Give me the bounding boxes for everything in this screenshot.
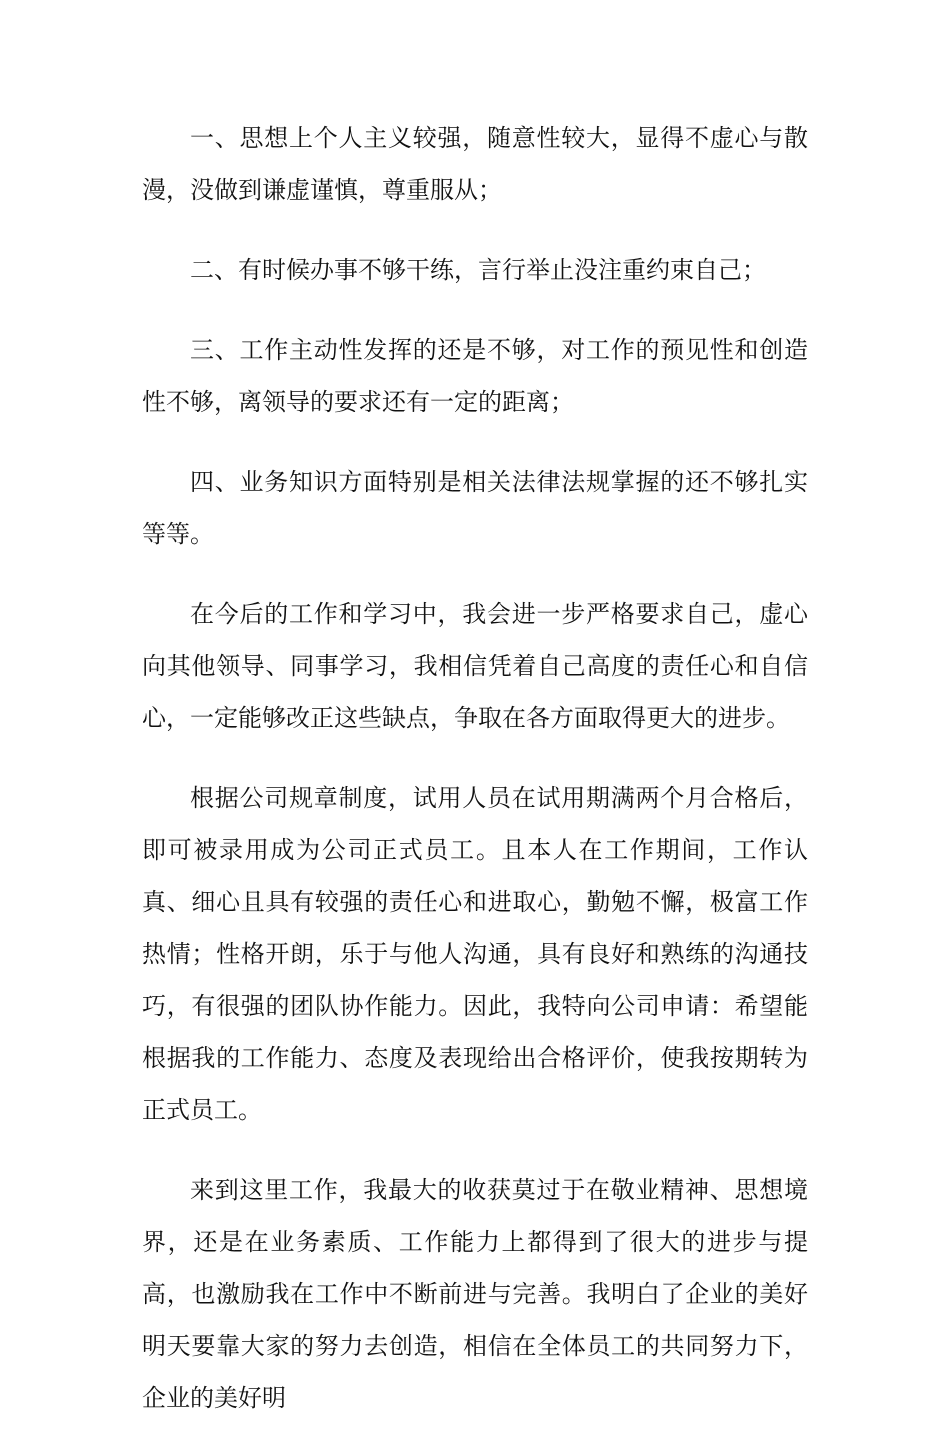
paragraph-improvement-plan: 在今后的工作和学习中，我会进一步严格要求自己，虚心向其他领导、同事学习，我相信凭着自己高度的责任心和自信心，一定能够改正这些缺点，争取在各方面取得更大的进步。 [142,600,808,732]
paragraph-confirmation-request: 根据公司规章制度，试用人员在试用期满两个月合格后，即可被录用成为公司正式员工。且本人在工作期间，工作认真、细心且具有较强的责任心和进取心，勤勉不懈，极富工作热情；性格开朗，乐于与他人沟通，具有良好和熟练的沟通技巧，有很强的团队协作能力。因此，我特向公司申请：希望能根据我的工作能力、态度及表现给出合格评价，使我按期转为正式员工。 [142,784,808,1124]
document-body [142,112,808,1452]
paragraph-shortcoming-4: 四、业务知识方面特别是相关法律法规掌握的还不够扎实等等。 [142,468,808,548]
paragraph-work-gains: 来到这里工作，我最大的收获莫过于在敬业精神、思想境界，还是在业务素质、工作能力上都得到了很大的进步与提高，也激励我在工作中不断前进与完善。我明白了企业的美好明天要靠大家的努力去创造，相信在全体员工的共同努力下，企业的美好明 [142,1176,808,1412]
paragraph-shortcoming-1: 一、思想上个人主义较强，随意性较大，显得不虚心与散漫，没做到谦虚谨慎，尊重服从； [142,124,808,204]
paragraph-shortcoming-2: 二、有时候办事不够干练，言行举止没注重约束自己； [190,256,766,284]
paragraph-shortcoming-3: 三、工作主动性发挥的还是不够，对工作的预见性和创造性不够，离领导的要求还有一定的距离； [142,336,808,416]
